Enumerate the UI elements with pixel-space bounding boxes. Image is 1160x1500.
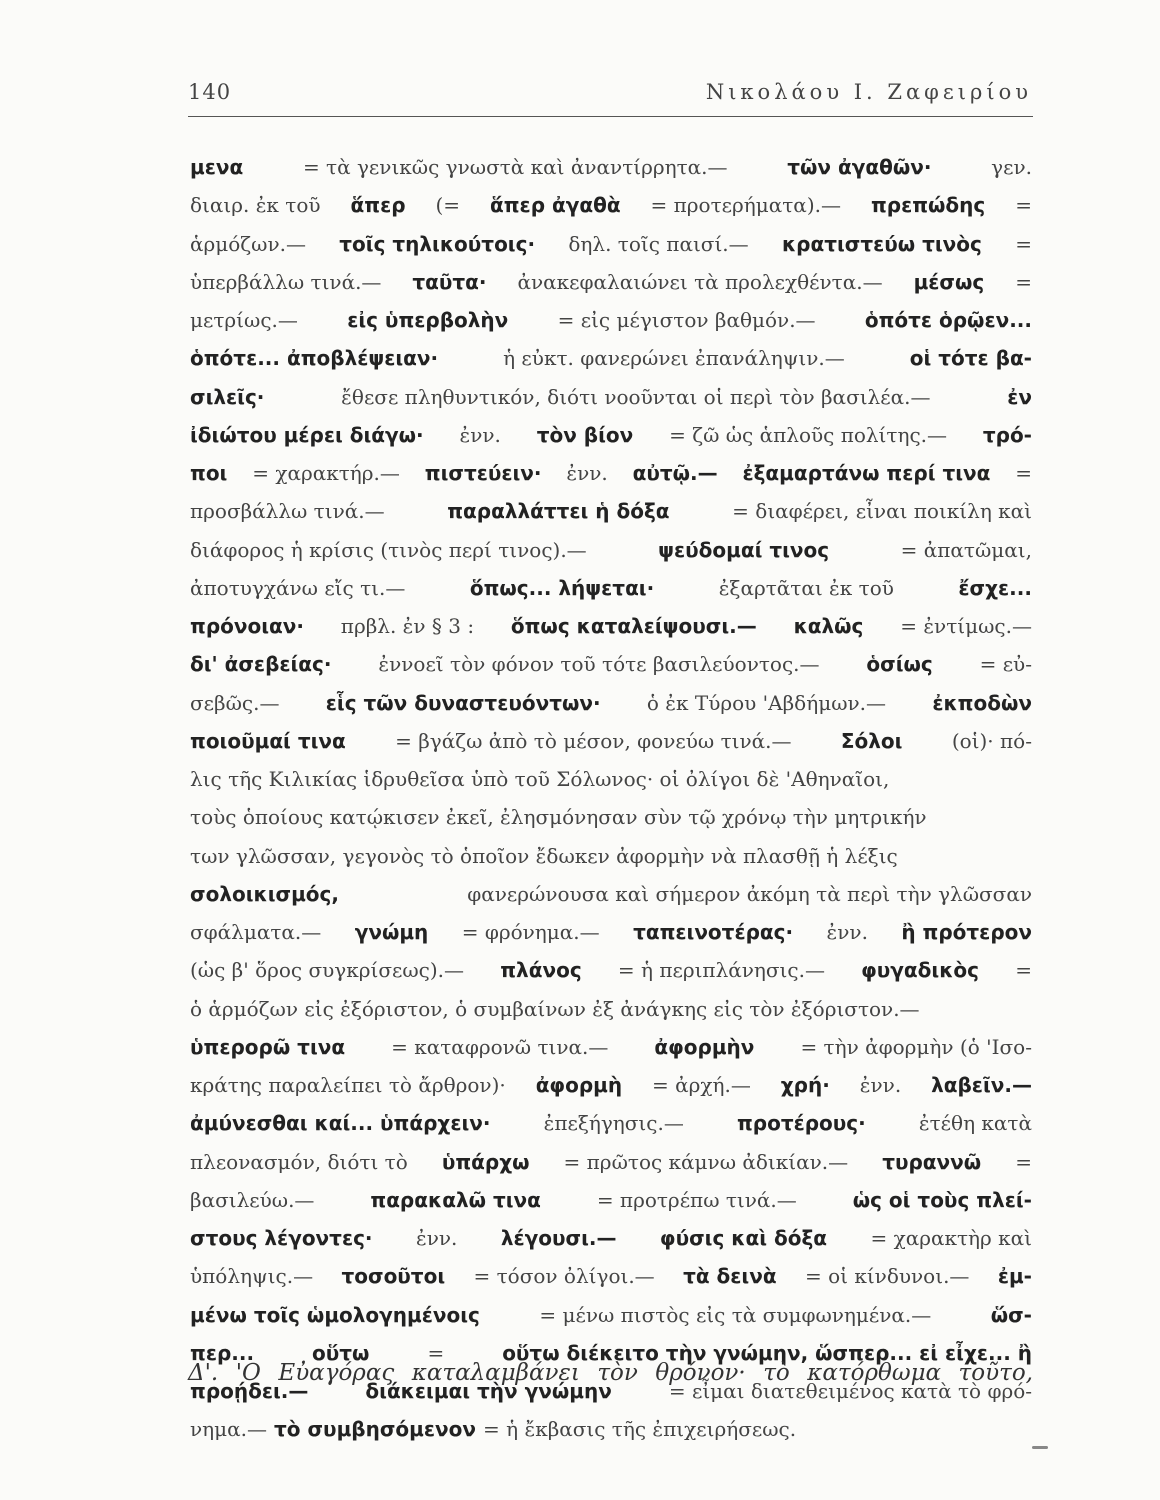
lemma-term: λέγουσι.—: [500, 1226, 617, 1250]
lemma-term: ἔσχε...: [958, 575, 1032, 600]
gloss-text: δηλ. τοῖς παισί.—: [568, 231, 749, 256]
text-line: [190, 301, 1032, 339]
gloss-text: ἐνν.: [415, 1226, 458, 1250]
text-line: [190, 913, 1032, 951]
lemma-term: οὕτω: [312, 1340, 370, 1365]
lemma-term: ἐν: [1007, 384, 1032, 409]
lemma-term: χρή·: [780, 1073, 830, 1097]
gloss-text: = χαρακτήρ.—: [252, 461, 400, 485]
gloss-text: ὑπόληψις.—: [190, 1264, 314, 1289]
text-line: [190, 684, 1032, 722]
gloss-text: ἐννοεῖ τὸν φόνον τοῦ τότε βασιλεύοντος.—: [378, 652, 820, 677]
lemma-term: περ...: [190, 1340, 255, 1365]
gloss-text: = ζῶ ὡς ἁπλοῦς πολίτης.—: [669, 422, 948, 447]
gloss-text: = τόσον ὀλίγοι.—: [473, 1264, 655, 1289]
lemma-term: ἰδιώτου μέρει διάγω·: [190, 422, 424, 447]
section-word: τὸ: [763, 1360, 790, 1386]
gloss-text: =: [1015, 1149, 1032, 1174]
lemma-term: ὑπάρχω: [441, 1149, 530, 1174]
gloss-text: προσβάλλω τινά.—: [190, 499, 385, 524]
lemma-term: παραλλάττει ἡ δόξα: [447, 499, 670, 524]
lemma-term: μέσως: [913, 269, 985, 294]
gloss-text: = καταφρονῶ τινα.—: [391, 1034, 609, 1059]
lemma-term: φύσις καὶ δόξα: [659, 1226, 828, 1250]
lemma-term: πιστεύειν·: [424, 461, 542, 485]
text-line: [190, 148, 1032, 186]
section-word: καταλαμβάνει: [411, 1360, 580, 1386]
lemma-term: ἐμ-: [997, 1264, 1032, 1289]
lemma-term: στους λέγοντες·: [190, 1226, 373, 1250]
text-line: [190, 186, 1032, 224]
lemma-term: ἀφορμὴ: [535, 1073, 623, 1097]
ink-mark: [1032, 1446, 1048, 1449]
gloss-text: διαιρ. ἐκ τοῦ: [190, 193, 321, 218]
lemma-term: ψεύδομαί τινος: [658, 537, 830, 562]
text-line: [190, 645, 1032, 683]
gloss-text: = τὴν ἀφορμὴν (ὁ 'Ισο-: [800, 1034, 1032, 1059]
section-word: κατόρθωμα: [807, 1360, 942, 1386]
text-line: [190, 990, 1032, 1028]
text-line: [190, 1257, 1032, 1295]
lemma-term: ὅπως καταλείψουσι.—: [510, 614, 757, 638]
text-line: [190, 1028, 1032, 1066]
lemma-term: σολοικισμός,: [190, 881, 339, 906]
text-line: [190, 1104, 1032, 1142]
gloss-text: τοὺς ὁποίους κατῴκισεν ἐκεῖ, ἐλησμόνησαν σὺν τῷ χρόνῳ τὴν μητρικήν: [190, 805, 927, 830]
gloss-text: ὑπερβάλλω τινά.—: [190, 269, 382, 294]
gloss-text: ἐνν.: [859, 1073, 902, 1097]
section-word: Εὐαγόρας: [278, 1360, 395, 1386]
gloss-text: = ἀρχή.—: [652, 1073, 751, 1097]
gloss-text: =: [1015, 193, 1032, 218]
gloss-text: ἡ εὐκτ. φανερώνει ἐπανάληψιν.—: [503, 346, 845, 371]
lemma-term: ταπεινοτέρας·: [633, 920, 794, 944]
gloss-text: μετρίως.—: [190, 308, 298, 332]
gloss-text: διάφορος ἡ κρίσις (τινὸς περί τινος).—: [190, 537, 587, 562]
text-line: [190, 837, 1032, 875]
lemma-term: οὕτω διέκειτο τὴν γνώμην, ὥσπερ... εἰ εἶχε... ἢ: [502, 1340, 1032, 1365]
text-line: [190, 798, 1032, 836]
running-head: Νικολάου Ι. Ζαφειρίου: [705, 80, 1032, 104]
gloss-text: = ἡ ἔκβασις τῆς ἐπιχειρήσεως.: [483, 1417, 797, 1442]
gloss-text: = διαφέρει, εἶναι ποικίλη καὶ: [732, 499, 1032, 524]
gloss-text: νημα.—: [190, 1417, 268, 1442]
lemma-term: ἐξαμαρτάνω περί τινα: [742, 461, 991, 485]
lemma-term: καλῶς: [793, 614, 864, 638]
text-line: [190, 454, 1032, 492]
lemma-term: οἱ τότε βα-: [909, 346, 1032, 371]
lemma-term: ταῦτα·: [412, 269, 487, 294]
lemma-term: λαβεῖν.—: [931, 1073, 1032, 1097]
lemma-term: ἅπερ ἀγαθὰ: [490, 193, 621, 218]
lemma-term: πρόνοιαν·: [190, 614, 304, 638]
lemma-term: ἢ πρότερον: [901, 920, 1032, 944]
lemma-term: εἷς τῶν δυναστευόντων·: [325, 690, 601, 715]
section-word: 'Ο: [235, 1360, 261, 1386]
gloss-text: (ὡς β' ὅρος συγκρίσεως).—: [190, 958, 465, 983]
page-number: 140: [188, 80, 232, 104]
text-line: [190, 492, 1032, 530]
lemma-term: εἰς ὑπερβολὴν: [347, 308, 509, 332]
gloss-text: =: [427, 1340, 445, 1365]
gloss-text: = προτρέπω τινά.—: [596, 1187, 797, 1212]
lemma-term: τὸν βίον: [536, 422, 634, 447]
text-line: [190, 1181, 1032, 1219]
gloss-text: ἐτέθη κατὰ: [918, 1111, 1032, 1136]
lemma-term: δι' ἀσεβείας·: [190, 652, 332, 677]
gloss-text: φανερώνουσα καὶ σήμερον ἀκόμη τὰ περὶ τὴν γλῶσσαν: [467, 881, 1032, 906]
lemma-term: προῄδει.—: [190, 1379, 309, 1403]
gloss-text: κράτης παραλείπει τὸ ἄρθρον)·: [190, 1073, 506, 1097]
text-line: [190, 760, 1032, 798]
gloss-text: σφάλματα.—: [190, 920, 322, 944]
text-line: [190, 531, 1032, 569]
lemma-term: διάκειμαι τὴν γνώμην: [365, 1379, 612, 1403]
gloss-text: = εὐ-: [979, 652, 1032, 677]
gloss-text: σεβῶς.—: [190, 690, 280, 715]
gloss-text: = μένω πιστὸς εἰς τὰ συμφωνημένα.—: [539, 1302, 932, 1327]
lemma-term: πρεπώδης: [870, 193, 986, 218]
gloss-text: = χαρακτὴρ καὶ: [870, 1226, 1032, 1250]
lemma-term: ὅπως... λήψεται·: [469, 575, 655, 600]
lemma-term: γνώμη: [354, 920, 429, 944]
gloss-text: ἐνν.: [826, 920, 868, 944]
gloss-text: (οἱ)· πό-: [951, 728, 1032, 753]
lemma-term: ἀφορμὴν: [654, 1034, 755, 1059]
text-line: [190, 1219, 1032, 1257]
lemma-term: ὥσ-: [990, 1302, 1032, 1327]
gloss-text: των γλῶσσαν, γεγονὸς τὸ ὁποῖον ἔδωκεν ἀφορμὴν νὰ πλασθῇ ἡ λέξις: [190, 843, 898, 868]
gloss-text: ἀποτυγχάνω εἴς τι.—: [190, 575, 406, 600]
gloss-text: = ἐντίμως.—: [900, 614, 1032, 638]
gloss-text: ἐξαρτᾶται ἐκ τοῦ: [718, 575, 894, 600]
lemma-term: μένω τοῖς ὡμολογημένοις: [190, 1302, 480, 1327]
section-word: θρόνον·: [655, 1360, 746, 1386]
lemma-term: ἀμύνεσθαι καί... ὑπάρχειν·: [190, 1111, 491, 1136]
gloss-text: = οἱ κίνδυνοι.—: [804, 1264, 970, 1289]
lemma-term: τὰ δεινὰ: [683, 1264, 777, 1289]
text-line: [190, 1066, 1032, 1104]
text-line: [190, 263, 1032, 301]
lemma-term: μενα: [190, 155, 244, 179]
lemma-term: ὁπότε ὁρῷεν...: [864, 308, 1032, 332]
lemma-term: ποι: [190, 461, 228, 485]
text-line: [190, 225, 1032, 263]
gloss-text: = τὰ γενικῶς γνωστὰ καὶ ἀναντίρρητα.—: [302, 155, 728, 179]
lemma-term: ὡς οἱ τοὺς πλεί-: [852, 1187, 1032, 1212]
commentary-text: [190, 148, 1032, 1449]
lemma-term: σιλεῖς·: [190, 384, 265, 409]
lemma-term: ἅπερ: [350, 193, 406, 218]
gloss-text: =: [1015, 231, 1032, 256]
gloss-text: λις τῆς Κιλικίας ἱδρυθεῖσα ὑπὸ τοῦ Σόλωνος· οἱ ὀλίγοι δὲ 'Αθηναῖοι,: [190, 767, 890, 791]
gloss-text: = πρῶτος κάμνω ἀδικίαν.—: [563, 1149, 849, 1174]
lemma-term: φυγαδικὸς: [861, 958, 979, 983]
gloss-text: = ἡ περιπλάνησις.—: [617, 958, 825, 983]
lemma-term: Σόλοι: [840, 728, 903, 753]
gloss-text: (=: [435, 193, 461, 218]
section-word: Δ'.: [188, 1360, 219, 1386]
lemma-term: κρατιστεύω τινὸς: [781, 231, 982, 256]
header-rule: [188, 116, 1033, 117]
section-word: τοῦτο,: [958, 1360, 1033, 1386]
gloss-text: = βγάζω ἀπὸ τὸ μέσον, φονεύω τινά.—: [395, 728, 792, 753]
gloss-text: = ἀπατῶμαι,: [900, 537, 1032, 562]
text-line: [190, 1410, 1032, 1448]
text-line: [190, 569, 1032, 607]
text-line: [190, 722, 1032, 760]
text-line: [190, 875, 1032, 913]
text-line: [190, 339, 1032, 377]
gloss-text: = προτερήματα).—: [650, 193, 841, 218]
gloss-text: ὁ ἁρμόζων εἰς ἐξόριστον, ὁ συμβαίνων ἐξ ἀνάγκης εἰς τὸν ἐξόριστον.—: [190, 996, 920, 1021]
lemma-term: τοσοῦτοι: [341, 1264, 446, 1289]
gloss-text: =: [1015, 958, 1032, 983]
gloss-text: γεν.: [991, 155, 1032, 179]
gloss-text: ἔθεσε πληθυντικόν, διότι νοοῦνται οἱ περὶ τὸν βασιλέα.—: [341, 384, 931, 409]
lemma-term: ὁπότε... ἀποβλέψειαν·: [190, 346, 439, 371]
lemma-term: ὑπερορῶ τινα: [190, 1034, 346, 1059]
lemma-term: ποιοῦμαί τινα: [190, 728, 346, 753]
lemma-term: ὁσίως: [866, 652, 933, 677]
gloss-text: ἐπεξήγησις.—: [543, 1111, 684, 1136]
lemma-term: παρακαλῶ τινα: [370, 1187, 541, 1212]
text-line: [190, 378, 1032, 416]
lemma-term: τὸ συμβησόμενον: [274, 1417, 476, 1442]
gloss-text: =: [1015, 461, 1032, 485]
gloss-text: = εἶμαι διατεθειμένος κατὰ τὸ φρό-: [668, 1379, 1032, 1403]
gloss-text: ὁ ἐκ Τύρου 'Αβδήμων.—: [646, 690, 887, 715]
lemma-term: τυραννῶ: [882, 1149, 982, 1174]
gloss-text: ἐνν.: [459, 422, 501, 447]
gloss-text: = φρόνημα.—: [461, 920, 600, 944]
gloss-text: ἀνακεφαλαιώνει τὰ προλεχθέντα.—: [517, 269, 883, 294]
gloss-text: πρβλ. ἐν § 3 :: [340, 614, 475, 638]
lemma-term: τῶν ἀγαθῶν·: [787, 155, 932, 179]
gloss-text: ἐνν.: [566, 461, 608, 485]
gloss-text: ἁρμόζων.—: [190, 231, 306, 256]
lemma-term: τοῖς τηλικούτοις·: [339, 231, 536, 256]
gloss-text: βασιλεύω.—: [190, 1187, 315, 1212]
lemma-term: τρό-: [982, 422, 1032, 447]
gloss-text: =: [1015, 269, 1032, 294]
text-line: [190, 1296, 1032, 1334]
gloss-text: πλεονασμόν, διότι τὸ: [190, 1149, 408, 1174]
lemma-term: ἐκποδὼν: [932, 690, 1032, 715]
lemma-term: αὐτῷ.—: [632, 461, 718, 485]
lemma-term: πλάνος: [500, 958, 582, 983]
lemma-term: προτέρους·: [736, 1111, 866, 1136]
section-heading-line: [188, 1360, 1033, 1386]
text-line: [190, 607, 1032, 645]
section-word: τὸν: [597, 1360, 638, 1386]
text-line: [190, 1143, 1032, 1181]
gloss-text: = εἰς μέγιστον βαθμόν.—: [557, 308, 816, 332]
text-line: [190, 951, 1032, 989]
text-line: [190, 416, 1032, 454]
